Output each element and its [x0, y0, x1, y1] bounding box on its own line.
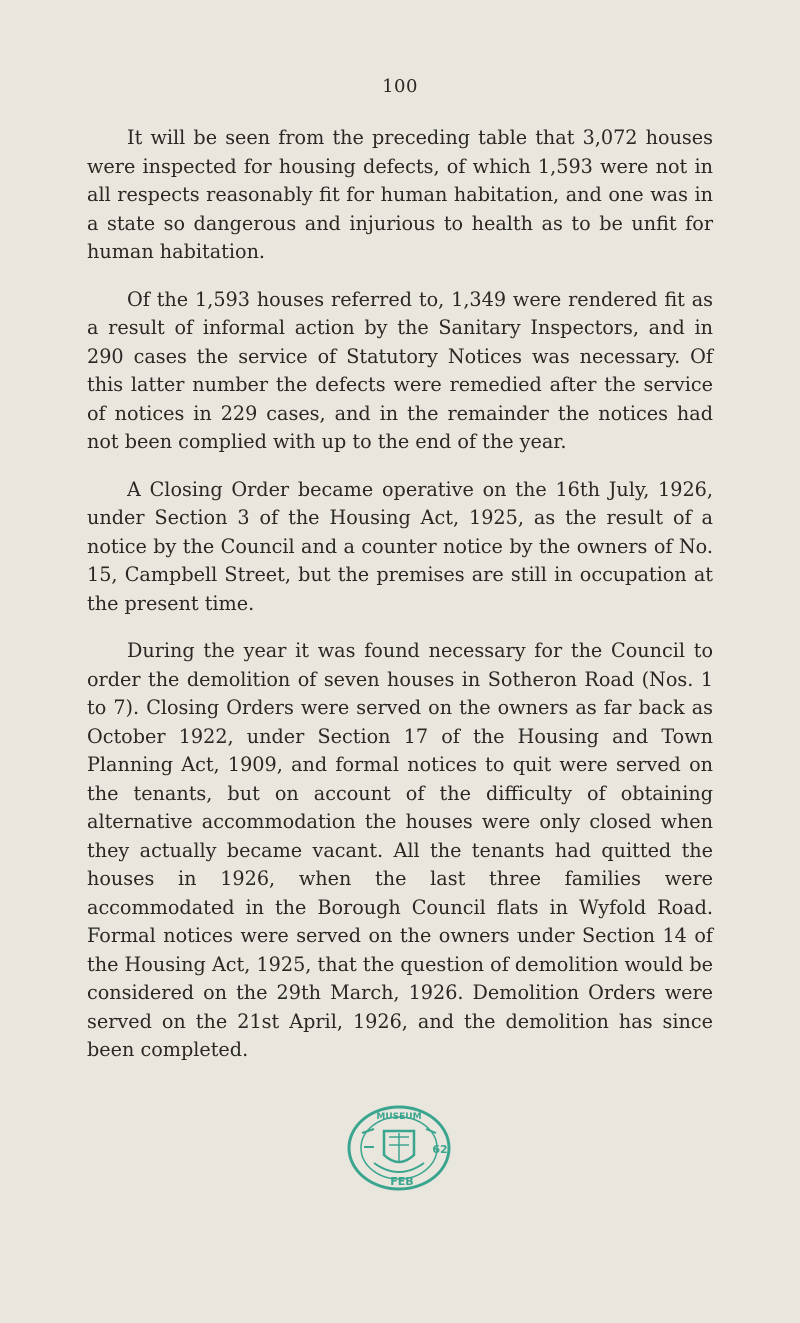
paragraph-inspection-summary: It will be seen from the preceding table that 3,072 houses were inspected for housing defects, of which 1,593 were not in all respects reasonably fit for human habitation, and one was in a state so dangerous and injurious to health as to be unfit for human habitation.	[87, 126, 713, 263]
paragraph-closing-order: A Closing Order became operative on the 16th July, 1926, under Section 3 of the Housing Act, 1925, as the result of a notice by the Council and a counter notice by the owners of No. 15, Campbell Street, but the premises are still in occupation at the present time.	[87, 477, 713, 615]
stamp-bottom-text: FEB	[390, 1175, 414, 1188]
paragraph-demolition: During the year it was found necessary for the Council to order the demolition of seven houses in Sotheron Road (Nos. 1 to 7). Closing Orders were served on the owners as far back as October 1922, under Section 17 of the Housing and Town Planning Act, 1909, and formal notices to quit were served on the tenants, but on account of the difficulty of obtaining alternative accommodation the houses were only closed when they actually became vacant. All the tenants had quitted the houses in 1926, when the last three families were accommodated in the Borough Council flats in Wyfold Road. Formal notices were served on the owners under Section 14 of the Housing Act, 1925, that the question of demolition would be considered on the 29th March, 1926. Demolition Orders were served on the 21st April, 1926, and the demolition has since been completed.	[87, 639, 713, 1061]
library-stamp-icon	[344, 1103, 454, 1193]
body-text	[87, 124, 713, 1084]
stamp-top-text: MUSEUM	[376, 1112, 422, 1122]
page-number: 100	[382, 76, 418, 97]
stamp-number-text: 62	[432, 1143, 448, 1156]
paragraph-informal-action: Of the 1,593 houses referred to, 1,349 were rendered fit as a result of informal action by the Sanitary Inspectors, and in 290 cases the service of Statutory Notices was necessary. Of this latter number the defects were remedied after the service of notices in 229 cases, and in the remainder the notices had not been complied with up to the end of the year.	[87, 287, 713, 453]
